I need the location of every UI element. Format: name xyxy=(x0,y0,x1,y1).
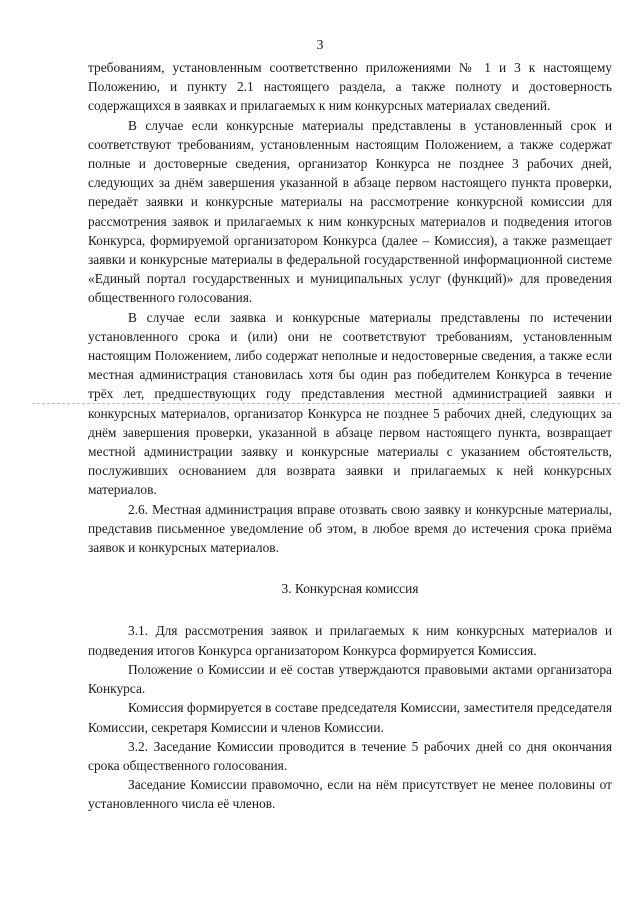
document-body xyxy=(88,58,612,814)
section-title-commission: 3. Конкурсная комиссия xyxy=(281,581,419,597)
paragraph-clause-2-6: 2.6. Местная администрация вправе отозвать свою заявку и конкурсные материалы, представив письменное уведомление об этом, в любое время до истечения срока приёма заявок и конкурсных материалов. xyxy=(88,501,612,556)
paragraph-commission-composition: Комиссия формируется в составе председателя Комиссии, заместителя председателя Комиссии, секретаря Комиссии и членов Комиссии. xyxy=(88,700,612,735)
paragraph-requirements-continuation: требованиям, установленным соответственно приложениями № 1 и 3 к настоящему Положению, и пункту 2.1 настоящего раздела, а также полноту и достоверность содержащихся в заявках и прилагаемых к ним конкурсных материалах сведений. xyxy=(88,60,612,114)
paragraph-clause-3-1: 3.1. Для рассмотрения заявок и прилагаемых к ним конкурсных материалов и подведения итогов Конкурса организатором Конкурса формируется Комиссия. xyxy=(88,623,612,658)
paragraph-quorum: Заседание Комиссии правомочно, если на нём присутствует не менее половины от установленного числа её членов. xyxy=(88,777,612,812)
paragraph-materials-accepted: В случае если конкурсные материалы представлены в установленный срок и соответствуют требованиям, установленным настоящим Положением, а также содержат полные и достоверные сведения, организатор Конкурса не позднее 3 рабочих дней, следующих за днём завершения указанной в абзаце первом настоящего пункта проверки, передаёт заявки и конкурсные материалы на рассмотрение конкурсной комиссии для рассмотрения заявок и прилагаемых к ним конкурсных материалов и подведения итогов Конкурса, формируемой организатором Конкурса (далее – Комиссия), а также размещает заявки и конкурсные материалы в федеральной государственной информационной системе «Единый портал государственных и муниципальных услуг (функций)» для проведения общественного голосования. xyxy=(88,117,612,306)
paragraph-materials-returned: В случае если заявка и конкурсные материалы представлены по истечении установленного срока и (или) они не соответствуют требованиям, установленным настоящим Положением, либо содержат неполные и недостоверные сведения, а также если местная администрация становилась хотя бы один раз победителем Конкурса в течение трёх лет, предшествующих году представления местной администрацией заявки и конкурсных материалов, организатор Конкурса не позднее 5 рабочих дней, следующих за днём завершения проверки, указанной в абзаце первом настоящего пункта, возвращает местной администрации заявку и конкурсные материалы с указанием обстоятельств, послуживших основанием для возврата заявки и прилагаемых к ней конкурсных материалов. xyxy=(88,309,612,498)
paragraph-clause-3-2: 3.2. Заседание Комиссии проводится в течение 5 рабочих дней со дня окончания срока общественного голосования. xyxy=(88,738,612,773)
page-number: 3 xyxy=(316,38,324,53)
paragraph-commission-regulation: Положение о Комиссии и её состав утверждаются правовыми актами организатора Конкурса. xyxy=(88,661,612,697)
